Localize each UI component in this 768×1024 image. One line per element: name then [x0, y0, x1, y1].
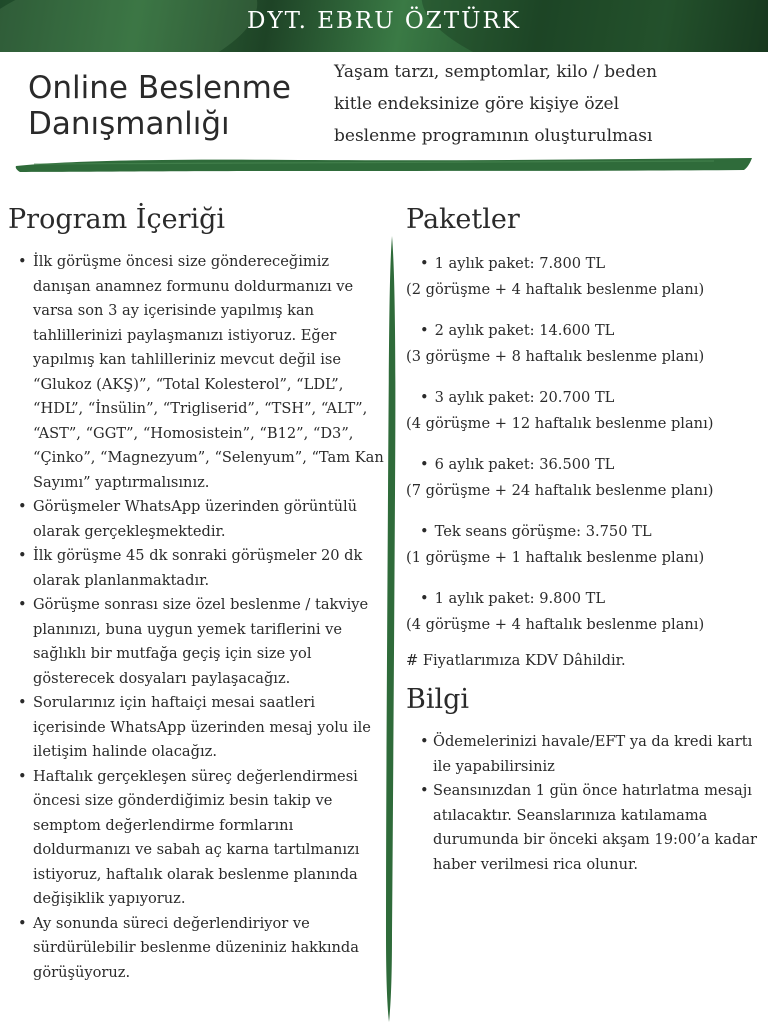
horizontal-brush-divider — [14, 154, 754, 176]
subtitle-line: beslenme programının oluşturulması — [334, 126, 653, 146]
list-item: • İlk görüşme öncesi size göndereceğimiz danışan anamnez formunu doldurmanızı ve varsa son 3 ay içerisinde yapılmış kan tahlillerinizi paylaşmanızı istiyoruz. Eğer yapılmış kan tahlilleriniz mevcut değil ise “Glukoz (AKŞ)”, “Total Kolesterol”, “LDL”, “HDL”, “İnsülin”, “Trigliserid”, “TSH”, “ALT”, “AST”, “GGT”, “Homosistein”, “B12”, “D3”, “Çinko”, “Magnezyum”, “Selenyum”, “Tam Kan Sayımı” yaptırmalısınız. — [18, 250, 388, 495]
page-title — [28, 70, 328, 142]
package-item — [406, 252, 764, 319]
package-description: (1 görüşme + 1 haftalık beslenme planı) — [406, 549, 705, 566]
list-item: • Ödemelerinizi havale/EFT ya da kredi kartı ile yapabilirsiniz — [420, 730, 760, 779]
package-item — [406, 587, 764, 654]
package-title: • Tek seans görüşme: 3.750 TL — [406, 520, 764, 544]
list-item: • Ay sonunda süreci değerlendiriyor ve sürdürülebilir beslenme düzeniniz hakkında görüşüyoruz. — [18, 912, 388, 986]
page-title-line: Danışmanlığı — [28, 106, 230, 142]
info-list — [420, 730, 760, 877]
list-item: • Görüşmeler WhatsApp üzerinden görüntülü olarak gerçekleşmektedir. — [18, 495, 388, 544]
list-item: • Haftalık gerçekleşen süreç değerlendirmesi öncesi size gönderdiğimiz besin takip ve semptom değerlendirme formlarını doldurmanızı ve sabah aç karna tartılmanızı istiyoruz, haftalık olarak beslenme planında değişiklik yapıyoruz. — [18, 765, 388, 912]
header-banner — [0, 0, 768, 52]
package-description: (4 görüşme + 4 haftalık beslenme planı) — [406, 616, 705, 633]
package-item — [406, 453, 764, 520]
package-title: • 1 aylık paket: 7.800 TL — [406, 252, 764, 276]
package-item — [406, 386, 764, 453]
package-description: (7 görüşme + 24 haftalık beslenme planı) — [406, 482, 714, 499]
package-title: • 1 aylık paket: 9.800 TL — [406, 587, 764, 611]
program-list — [18, 250, 388, 985]
package-title: • 3 aylık paket: 20.700 TL — [406, 386, 764, 410]
subtitle-line: kitle endeksinize göre kişiye özel — [334, 94, 620, 114]
list-item: • Sorularınız için haftaiçi mesai saatleri içerisinde WhatsApp üzerinden mesaj yolu ile iletişim halinde olacağız. — [18, 691, 388, 765]
package-item — [406, 520, 764, 587]
list-item: • İlk görüşme 45 dk sonraki görüşmeler 20 dk olarak planlanmaktadır. — [18, 544, 388, 593]
program-heading: Program İçeriği — [8, 204, 226, 235]
page-title-line: Online Beslenme — [28, 70, 291, 106]
subtitle-line: Yaşam tarzı, semptomlar, kilo / beden — [334, 62, 658, 82]
page-subtitle — [334, 56, 754, 152]
packages-heading: Paketler — [406, 204, 520, 235]
package-title: • 2 aylık paket: 14.600 TL — [406, 319, 764, 343]
dietitian-name: DYT. EBRU ÖZTÜRK — [247, 8, 521, 34]
info-heading: Bilgi — [406, 684, 470, 715]
package-item — [406, 319, 764, 386]
list-item: • Seansınızdan 1 gün önce hatırlatma mesajı atılacaktır. Seanslarınıza katılamama durumunda bir önceki akşam 19:00’a kadar haber verilmesi rica olunur. — [420, 779, 760, 877]
list-item: • Görüşme sonrası size özel beslenme / takviye planınızı, buna uygun yemek tariflerini ve sağlıklı bir mutfağa geçiş için size yol gösterecek dosyaları paylaşacağız. — [18, 593, 388, 691]
package-description: (3 görüşme + 8 haftalık beslenme planı) — [406, 348, 705, 365]
package-description: (2 görüşme + 4 haftalık beslenme planı) — [406, 281, 705, 298]
package-title: • 6 aylık paket: 36.500 TL — [406, 453, 764, 477]
packages-list — [406, 252, 764, 654]
vat-note: # Fiyatlarımıza KDV Dâhildir. — [406, 652, 626, 669]
package-description: (4 görüşme + 12 haftalık beslenme planı) — [406, 415, 714, 432]
